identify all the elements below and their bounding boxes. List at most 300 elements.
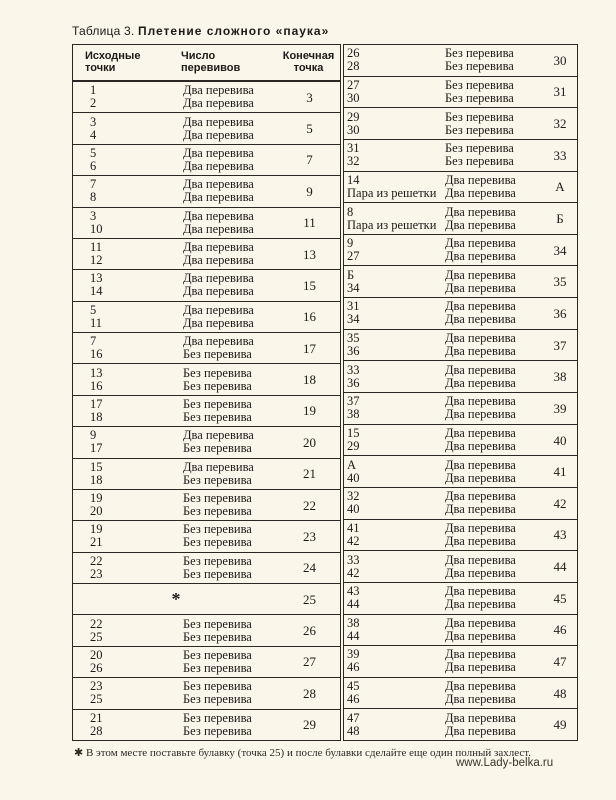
twist-count: Два перевива [183, 334, 254, 349]
twist-counts [183, 178, 279, 204]
twist-counts [445, 680, 549, 706]
start-point: 16 [90, 378, 103, 393]
twist-count: Два перевива [445, 502, 516, 517]
start-point: Пара из решетки [347, 217, 437, 232]
start-points [344, 617, 445, 643]
start-points [344, 680, 445, 706]
table-row [344, 361, 577, 393]
start-point: 15 [90, 459, 103, 474]
end-point: 49 [553, 717, 567, 733]
table-row [73, 459, 340, 490]
end-point: 46 [553, 622, 567, 638]
start-point: 40 [347, 502, 360, 517]
end-point: 22 [303, 497, 316, 513]
start-point: 3 [90, 208, 97, 223]
end-point: 48 [553, 685, 567, 701]
end-point: 27 [303, 654, 316, 670]
end-point: 40 [553, 432, 567, 448]
start-points [73, 367, 183, 393]
start-points [73, 680, 183, 706]
table-row [344, 45, 577, 77]
end-point: 5 [306, 121, 313, 137]
end-point: 9 [306, 183, 313, 199]
twist-counts [445, 111, 549, 137]
table-row [344, 172, 577, 204]
twist-count: Без перевива [183, 710, 252, 725]
start-points [73, 649, 183, 675]
table-row [73, 396, 340, 427]
start-point: 19 [90, 522, 103, 537]
start-point: 27 [347, 77, 360, 92]
twist-counts [445, 395, 549, 421]
table-row [73, 176, 340, 207]
table-title [72, 24, 329, 38]
start-points [73, 210, 183, 236]
table-row [73, 615, 340, 646]
twist-count: Два перевива [183, 127, 254, 142]
start-point: 40 [347, 470, 360, 485]
twist-count: Два перевива [445, 249, 516, 264]
twist-count: Два перевива [445, 426, 516, 440]
end-point: 31 [553, 84, 567, 100]
twist-count: Два перевива [445, 299, 516, 314]
end-point: 29 [303, 717, 316, 733]
twist-counts [183, 367, 279, 393]
site-watermark: www.Lady-belka.ru [456, 757, 554, 769]
twist-count: Два перевива [445, 660, 516, 675]
start-point: 27 [347, 249, 360, 264]
start-point: Б [347, 267, 355, 282]
start-point: 46 [347, 692, 360, 707]
start-point: 14 [347, 172, 360, 187]
start-points [344, 269, 445, 295]
twist-counts [183, 210, 279, 236]
twist-count: Два перевива [445, 520, 516, 535]
start-points [73, 461, 183, 487]
table-row [344, 330, 577, 362]
twist-count: Два перевива [445, 692, 516, 707]
twist-count: Без перевива [445, 59, 514, 74]
table-row [73, 490, 340, 521]
twist-count: Без перевива [183, 409, 252, 424]
twist-count: Без перевива [183, 566, 252, 581]
table-name: Плетение сложного «паука» [137, 24, 330, 38]
table-row [344, 678, 577, 710]
twist-count: Два перевива [445, 331, 516, 346]
pin-mark: * [171, 588, 181, 609]
start-point: 5 [90, 302, 97, 317]
start-point: 31 [347, 299, 360, 314]
twist-count: Без перевива [183, 522, 252, 537]
start-point: 15 [347, 426, 360, 440]
twist-count: Без перевива [183, 692, 252, 707]
start-point: 44 [347, 597, 360, 612]
start-point: 31 [347, 141, 360, 156]
twist-counts [183, 304, 279, 330]
table-row [344, 266, 577, 298]
twist-count: Два перевива [183, 190, 254, 205]
end-point: 23 [303, 528, 316, 544]
twist-count: Без перевива [445, 122, 514, 137]
twist-count: Два перевива [183, 271, 254, 286]
start-points [344, 206, 445, 232]
start-point: 36 [347, 344, 360, 359]
twist-count: Два перевива [183, 302, 254, 317]
twist-count: Два перевива [183, 114, 254, 129]
table-row [73, 82, 340, 113]
start-point: 48 [347, 723, 360, 738]
twist-counts [183, 84, 279, 110]
start-point: 9 [347, 236, 354, 251]
table-number: Таблица 3. [72, 24, 135, 38]
twist-counts [183, 461, 279, 487]
twist-counts [445, 364, 549, 390]
end-point: 17 [303, 340, 316, 356]
start-points [73, 555, 183, 581]
twist-count: Два перевива [183, 315, 254, 330]
twist-count: Два перевива [445, 470, 516, 485]
twist-count: Без перевива [183, 616, 252, 631]
end-point: 39 [553, 400, 567, 416]
table-row [344, 456, 577, 488]
start-point: 14 [90, 284, 103, 299]
table-row [73, 113, 340, 144]
twist-counts [445, 712, 549, 738]
table-row [344, 615, 577, 647]
start-point: 11 [90, 315, 103, 330]
right-table [343, 44, 578, 741]
start-point: 18 [90, 472, 103, 487]
header-start-points: Исходные точки [85, 50, 141, 74]
twist-counts [183, 429, 279, 455]
start-points [344, 427, 445, 453]
start-point: 10 [90, 221, 103, 236]
end-point: 25 [303, 591, 316, 607]
table-row [73, 302, 340, 333]
start-points [73, 116, 183, 142]
twist-counts [183, 272, 279, 298]
twist-count: Без перевива [445, 141, 514, 156]
end-point: 26 [303, 623, 316, 639]
end-point: 42 [553, 495, 567, 511]
start-point: 26 [90, 660, 103, 675]
start-point: 13 [90, 271, 103, 286]
twist-counts [445, 490, 549, 516]
end-point: 43 [553, 527, 567, 543]
twist-count: Два перевива [183, 96, 254, 111]
end-point: 36 [553, 305, 567, 321]
start-points [344, 522, 445, 548]
start-points [73, 147, 183, 173]
twist-count: Два перевива [183, 253, 254, 268]
start-points [73, 335, 183, 361]
start-points [73, 398, 183, 424]
start-point: 29 [347, 439, 360, 453]
twist-counts [445, 300, 549, 326]
end-point: 19 [303, 403, 316, 419]
start-points [344, 142, 445, 168]
table-header [73, 45, 340, 82]
start-point: 9 [90, 428, 97, 443]
start-point: 41 [347, 520, 360, 535]
twist-count: Без перевива [445, 77, 514, 92]
start-point: 3 [90, 114, 97, 129]
footnote: ✱ В этом месте поставьте булавку (точка 25) и после булавки сделайте еще один полный захлест. [74, 747, 531, 759]
twist-counts [445, 459, 549, 485]
start-point: 37 [347, 394, 360, 409]
start-points [73, 304, 183, 330]
table-row [73, 270, 340, 301]
twist-count: Два перевива [445, 723, 516, 738]
start-point: 25 [90, 629, 103, 644]
end-point: 33 [553, 147, 567, 163]
twist-counts [445, 79, 549, 105]
start-point: 47 [347, 710, 360, 725]
start-point: 42 [347, 533, 360, 548]
twist-counts [445, 47, 549, 73]
twist-count: Без перевива [183, 365, 252, 380]
twist-count: Без перевива [183, 441, 252, 456]
end-point: 41 [553, 464, 567, 480]
twist-counts [445, 237, 549, 263]
start-point: 5 [90, 145, 97, 160]
header-end-point: Конечная точка [282, 50, 335, 74]
start-point: 17 [90, 396, 103, 411]
start-points [344, 648, 445, 674]
start-point: 35 [347, 331, 360, 346]
table-row [73, 208, 340, 239]
twist-count: Два перевива [445, 647, 516, 662]
twist-counts [183, 523, 279, 549]
start-point: 44 [347, 628, 360, 643]
twist-count: Без перевива [183, 679, 252, 694]
table-row [344, 140, 577, 172]
start-points [344, 79, 445, 105]
twist-count: Два перевива [445, 628, 516, 643]
twist-counts [445, 427, 549, 453]
start-points [344, 554, 445, 580]
table-row [73, 333, 340, 364]
end-point: 3 [306, 89, 313, 105]
start-point: А [347, 457, 357, 472]
table-row [73, 427, 340, 458]
start-points [73, 178, 183, 204]
table-row [344, 551, 577, 583]
twist-count: Два перевива [445, 597, 516, 612]
start-point: 23 [90, 679, 103, 694]
start-point: 39 [347, 647, 360, 662]
twist-counts [445, 142, 549, 168]
end-point: 16 [303, 309, 316, 325]
table-row [73, 145, 340, 176]
twist-count: Два перевива [183, 459, 254, 474]
end-point: 20 [303, 434, 316, 450]
twist-count: Два перевива [183, 428, 254, 443]
twist-count: Два перевива [445, 236, 516, 251]
start-point: 4 [90, 127, 97, 142]
twist-counts [183, 241, 279, 267]
end-point: 11 [303, 215, 316, 231]
twist-counts [445, 206, 549, 232]
table-row [344, 646, 577, 678]
table-row [344, 583, 577, 615]
start-points [73, 241, 183, 267]
table-row [344, 298, 577, 330]
start-points [73, 523, 183, 549]
twist-count: Два перевива [445, 457, 516, 472]
start-points [344, 585, 445, 611]
twist-count: Без перевива [445, 46, 514, 61]
twist-count: Без перевива [183, 491, 252, 506]
twist-count: Два перевива [445, 362, 516, 377]
twist-counts [445, 554, 549, 580]
end-point: 35 [553, 274, 567, 290]
twist-count: Два перевива [183, 158, 254, 173]
start-point: 8 [347, 204, 354, 219]
twist-count: Без перевива [445, 90, 514, 105]
end-point: 15 [303, 277, 316, 293]
start-points [73, 618, 183, 644]
start-points [344, 490, 445, 516]
start-points [344, 712, 445, 738]
start-point: 42 [347, 565, 360, 580]
twist-count: Два перевива [445, 439, 516, 453]
start-points [73, 492, 183, 518]
twist-count: Два перевива [445, 407, 516, 422]
twist-count: Два перевива [183, 284, 254, 299]
end-point: А [555, 179, 565, 195]
end-point: 28 [303, 685, 316, 701]
start-point: 6 [90, 158, 97, 173]
twist-counts [445, 174, 549, 200]
twist-count: Без перевива [183, 504, 252, 519]
start-point: 2 [90, 96, 97, 111]
start-point: 13 [90, 365, 103, 380]
start-point: 25 [90, 692, 103, 707]
header-twists: Число перевивов [181, 50, 241, 74]
twist-count: Два перевива [445, 344, 516, 359]
start-points [344, 111, 445, 137]
start-points [344, 332, 445, 358]
start-point: 22 [90, 616, 103, 631]
table-row [344, 77, 577, 109]
start-points [73, 429, 183, 455]
start-points [344, 237, 445, 263]
start-point: 32 [347, 154, 360, 169]
twist-count: Два перевива [183, 177, 254, 192]
end-point: Б [556, 211, 564, 227]
end-point: 32 [553, 116, 567, 132]
twist-count: Два перевива [445, 565, 516, 580]
twist-count: Два перевива [445, 552, 516, 567]
twist-count: Без перевива [183, 647, 252, 662]
table-row [73, 710, 340, 740]
start-point: 7 [90, 177, 97, 192]
start-point: 11 [90, 240, 103, 255]
start-point: 30 [347, 90, 360, 105]
start-point: 20 [90, 504, 103, 519]
twist-count: Два перевива [183, 83, 254, 98]
start-points [344, 364, 445, 390]
start-point: 32 [347, 489, 360, 504]
table-row [73, 553, 340, 584]
twist-count: Два перевива [445, 489, 516, 504]
start-points [344, 300, 445, 326]
end-point: 18 [303, 372, 316, 388]
start-points [73, 84, 183, 110]
start-point: Пара из решетки [347, 185, 437, 200]
twist-count: Два перевива [445, 375, 516, 390]
end-point: 37 [553, 337, 567, 353]
twist-counts [183, 712, 279, 738]
twist-count: Два перевива [445, 312, 516, 327]
table-row [344, 393, 577, 425]
table-row [344, 235, 577, 267]
table-row [73, 678, 340, 709]
twist-count: Без перевива [445, 109, 514, 124]
twist-count: Без перевива [183, 378, 252, 393]
table-row [73, 584, 340, 615]
start-point: 28 [90, 723, 103, 738]
end-point: 34 [553, 242, 567, 258]
end-point: 21 [303, 466, 316, 482]
start-point: 12 [90, 253, 103, 268]
start-point: 33 [347, 552, 360, 567]
twist-counts [183, 680, 279, 706]
start-point: 45 [347, 679, 360, 694]
table-row [344, 108, 577, 140]
twist-counts [183, 335, 279, 361]
twist-count: Два перевива [183, 221, 254, 236]
start-points [344, 47, 445, 73]
end-point: 7 [306, 152, 313, 168]
twist-count: Без перевива [183, 472, 252, 487]
twist-counts [183, 618, 279, 644]
table-row [73, 364, 340, 395]
twist-counts [445, 648, 549, 674]
twist-count: Без перевива [183, 723, 252, 738]
start-point: 34 [347, 280, 360, 295]
twist-count: Без перевива [183, 629, 252, 644]
start-point: 43 [347, 584, 360, 599]
start-point: 30 [347, 122, 360, 137]
table-row [344, 520, 577, 552]
twist-counts [183, 147, 279, 173]
twist-count: Два перевива [183, 145, 254, 160]
twist-count: Два перевива [445, 217, 516, 232]
start-points [344, 459, 445, 485]
start-point: 26 [347, 46, 360, 61]
start-point: 23 [90, 566, 103, 581]
twist-counts [183, 116, 279, 142]
twist-count: Два перевива [445, 185, 516, 200]
end-point: 30 [553, 52, 567, 68]
table-row [73, 647, 340, 678]
twist-count: Два перевива [445, 679, 516, 694]
twist-count: Два перевива [445, 267, 516, 282]
twist-count: Два перевива [445, 584, 516, 599]
start-point: 21 [90, 535, 103, 550]
start-point: 22 [90, 553, 103, 568]
start-point: 8 [90, 190, 97, 205]
twist-counts [445, 522, 549, 548]
twist-counts [183, 555, 279, 581]
start-point: 28 [347, 59, 360, 74]
start-point: 36 [347, 375, 360, 390]
twist-count: Два перевива [183, 208, 254, 223]
end-point: 47 [553, 653, 567, 669]
twist-counts [445, 332, 549, 358]
